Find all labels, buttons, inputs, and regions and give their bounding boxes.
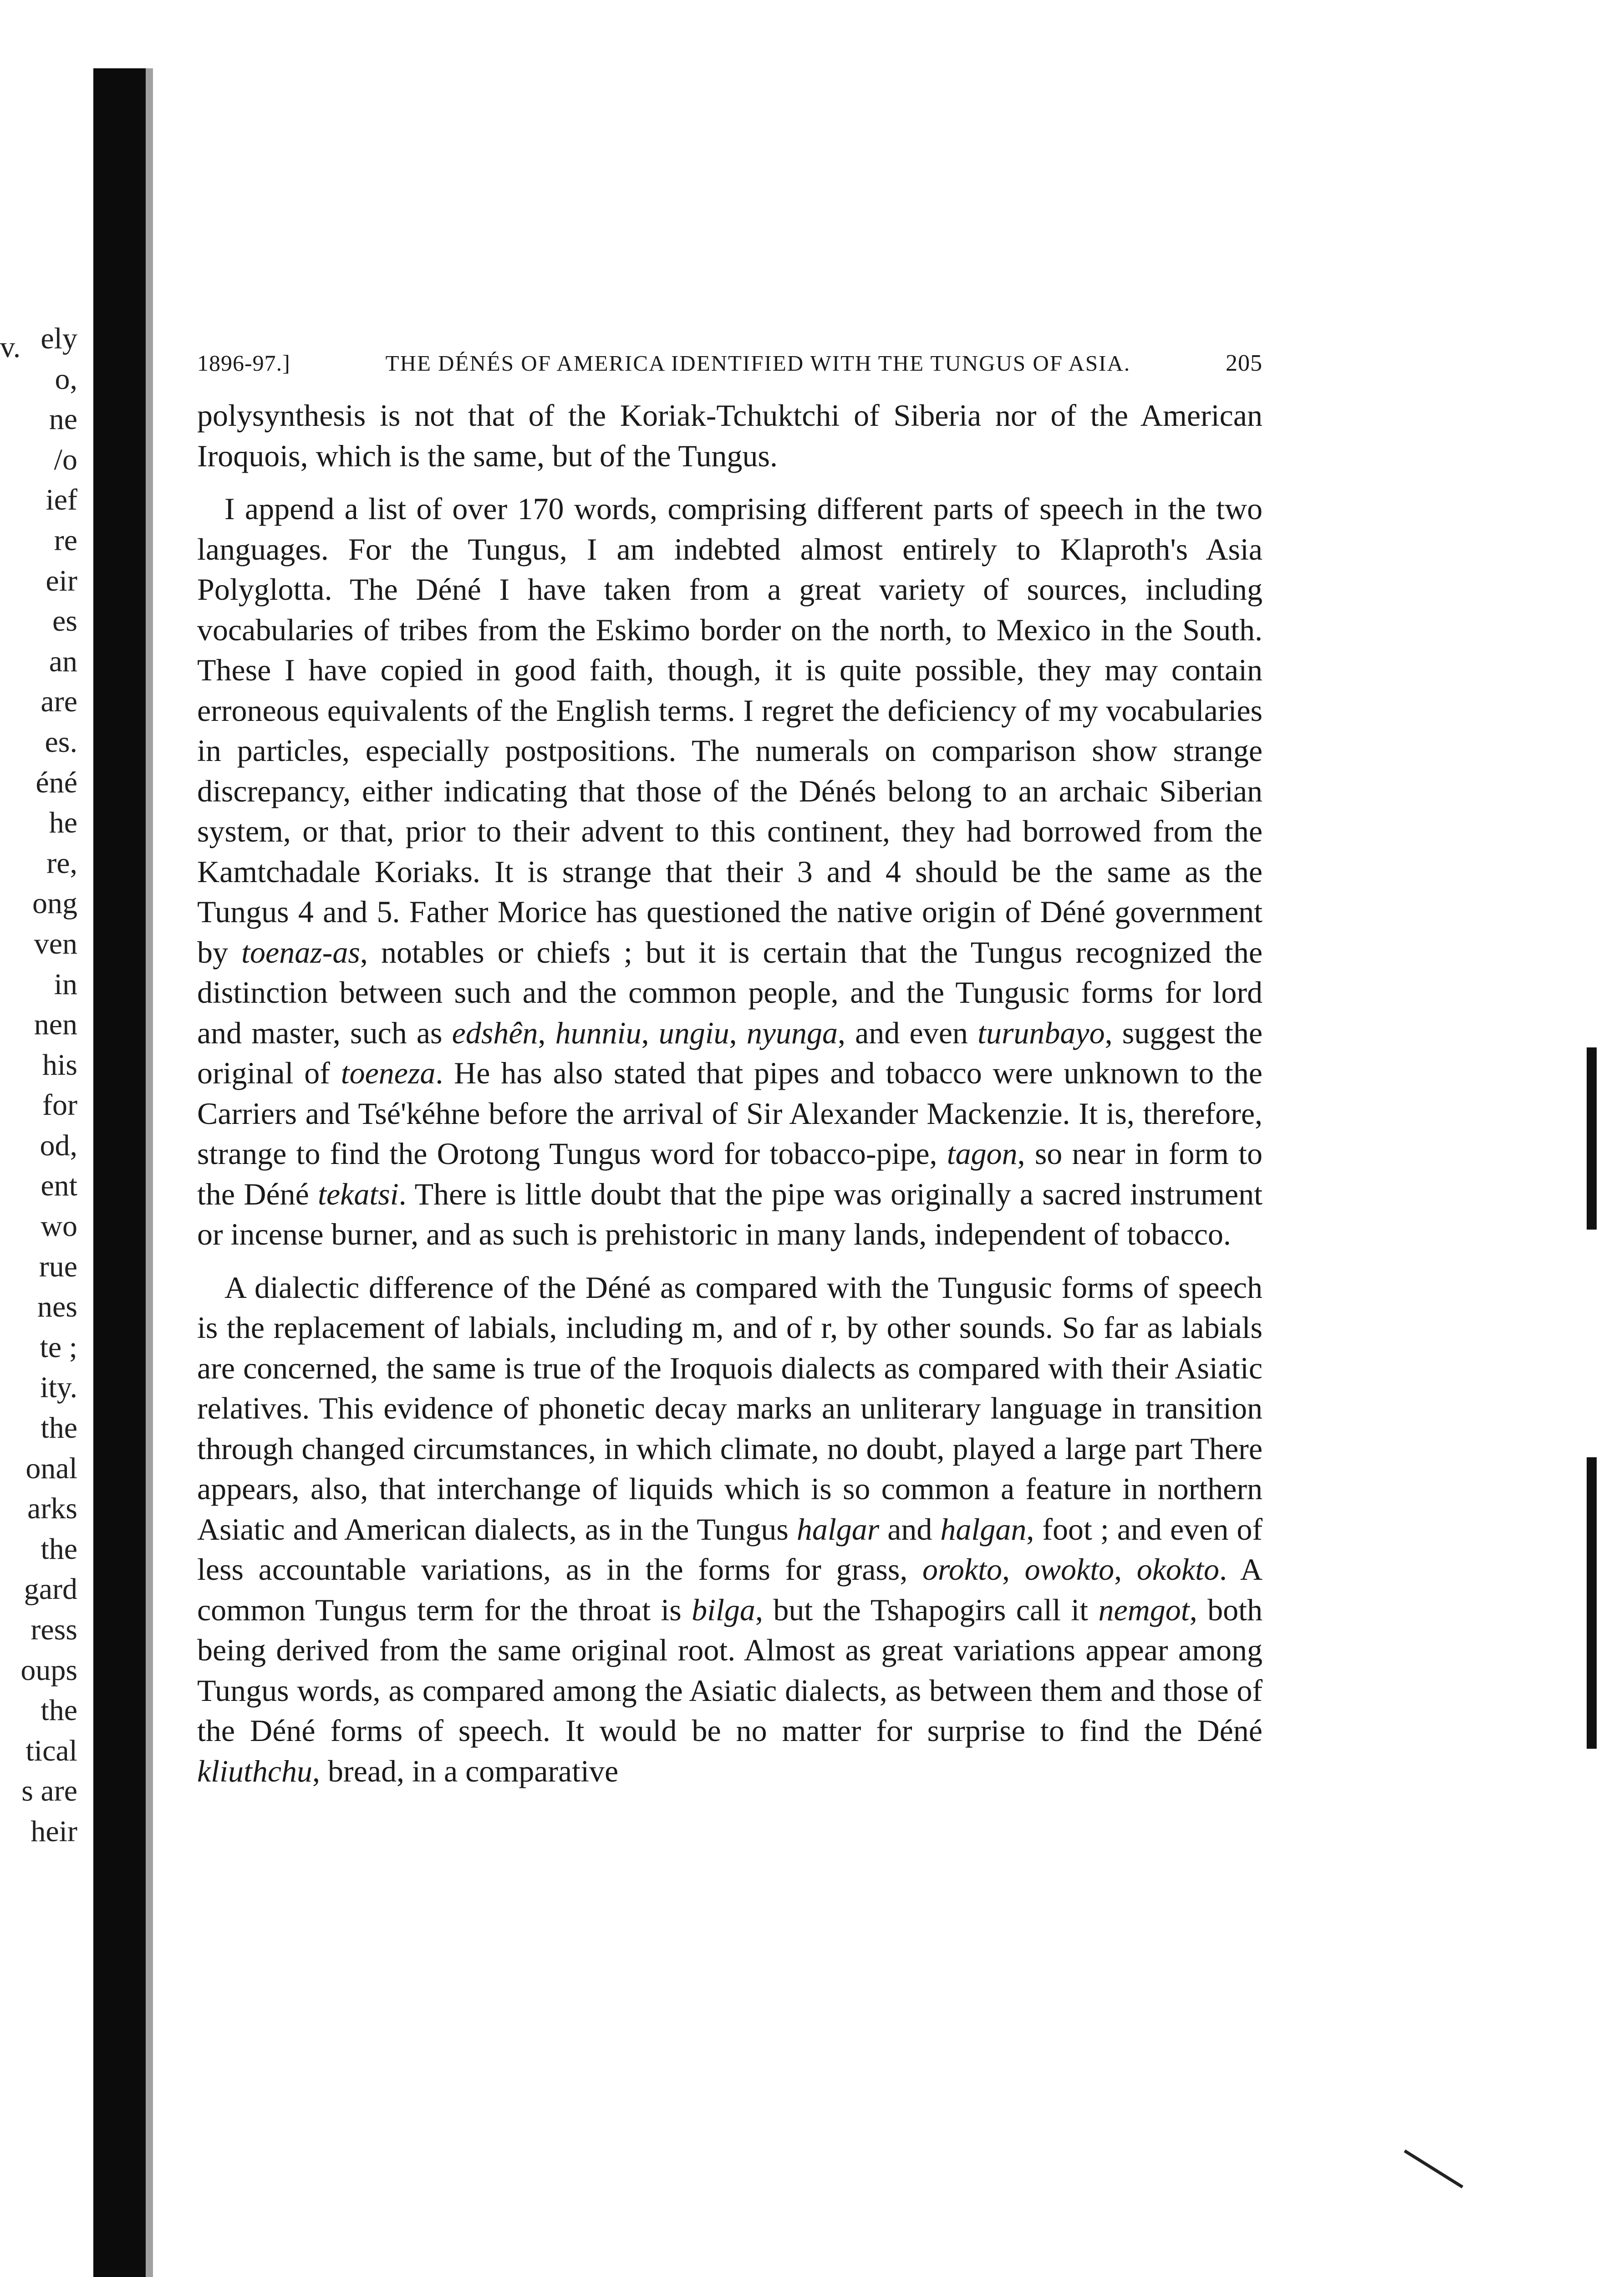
text-run: , — [641, 1015, 659, 1050]
text-run: I append a list of over 170 words, comprising different parts of speech in the two languages. For the Tungus, I am indebted almost entirely to Klaproth's Asia Polyglotta. The Déné I have taken from a great variety of sources, including vocabularies of tribes from the Eskimo border on the north, to Mexico in the South. These I have copied in good faith, though, it is quite possible, they may contain erroneous equivalents of the English terms. I regret the deficiency of my vocabularies in particles, especially postpositions. The numerals on comparison show strange discrepancy, either indicating that those of the Dénés belong to an archaic Siberian system, or that, prior to their advent to this continent, they had borrowed from the Kamtchadale Koriaks. It is strange that their 3 and 4 should be the same as the Tungus 4 and 5. Father Morice has questioned the native origin of Déné government by — [197, 491, 1263, 970]
left-margin-fragment: onal — [25, 1451, 77, 1485]
left-margin-fragment: nes — [37, 1290, 77, 1324]
text-run: , and even — [838, 1015, 978, 1050]
text-run: . There is little doubt that the pipe was originally a sacred instrument or incense burner, and as such is prehistoric in many lands, independent of tobacco. — [197, 1176, 1263, 1251]
left-margin-fragment: ress — [31, 1613, 77, 1646]
left-margin-fragment: the — [41, 1411, 77, 1445]
left-margin-fragment: are — [41, 685, 77, 719]
left-margin-fragment: ief — [46, 483, 77, 517]
italic-term: edshên — [452, 1015, 538, 1050]
running-head — [197, 350, 1263, 382]
text-run: and — [879, 1511, 941, 1547]
italic-term: turunbayo — [977, 1015, 1105, 1050]
text-run: polysynthesis is not that of the Koriak-Tchuktchi of Siberia nor of the American Iroquois, which is the same, but of the Tungus. — [197, 398, 1263, 473]
left-margin-fragment: the — [41, 1532, 77, 1566]
left-margin-fragment: in — [54, 967, 77, 1001]
page-number: 205 — [1226, 350, 1263, 376]
italic-term: okokto — [1136, 1552, 1220, 1587]
italic-term: owokto — [1024, 1552, 1115, 1587]
left-margin-fragment: ent — [41, 1169, 77, 1203]
paragraph-1 — [197, 395, 1263, 476]
left-margin-fragment: his — [42, 1048, 77, 1082]
italic-term: kliuthchu — [197, 1753, 313, 1788]
italic-term: ungiu — [658, 1015, 729, 1050]
left-margin-fragments — [0, 319, 77, 1852]
text-run: , but the Tshapogirs call it — [755, 1592, 1099, 1627]
paragraph-2 — [197, 489, 1263, 1255]
italic-term: tekatsi — [318, 1176, 399, 1211]
left-margin-fragment: ely — [41, 322, 77, 355]
left-margin-fragment: he — [49, 806, 77, 840]
text-run: , foot ; and even of less accountable variations, as in the forms for grass, — [197, 1511, 1263, 1587]
left-margin-fragment: heir — [31, 1814, 77, 1848]
left-margin-stray-letter: v. — [0, 331, 21, 364]
pencil-stroke-mark — [1385, 2149, 1463, 2219]
paragraph-3 — [197, 1267, 1263, 1792]
left-margin-fragment: tical — [25, 1734, 77, 1767]
left-margin-fragment: re, — [46, 846, 77, 880]
running-head-title: THE DÉNÉS OF AMERICA IDENTIFIED WITH THE TUNGUS OF ASIA. — [385, 351, 1131, 376]
text-run: , so near in form to the Déné — [197, 1136, 1263, 1211]
body-text — [197, 395, 1263, 1804]
text-run: , — [1002, 1552, 1025, 1587]
left-margin-fragment: an — [49, 644, 77, 678]
left-margin-fragment: ong — [32, 887, 77, 920]
running-head-date: 1896-97.] — [197, 350, 290, 376]
text-run: , bread, in a comparative — [312, 1753, 619, 1788]
text-run: , — [538, 1015, 555, 1050]
left-margin-fragment: arks — [27, 1492, 77, 1526]
text-run: , notables or chiefs ; but it is certain that the Tungus recognized the distinction between such and the common people, and the Tungusic forms for lord and master, such as — [197, 934, 1263, 1050]
left-margin-fragment: wo — [41, 1210, 77, 1243]
italic-term: orokto — [922, 1552, 1002, 1587]
text-run: A dialectic difference of the Déné as compared with the Tungusic forms of speech is the replacement of labials, including m, and of r, by other sounds. So far as labials are concerned, the same is true of the Iroquois dialects as compared with their Asiatic relatives. This evidence of phonetic decay marks an unliterary language in transition through changed circumstances, in which climate, no doubt, played a large part There appears, also, that interchange of liquids which is so common a feature in northern Asiatic and American dialects, as in the Tungus — [197, 1270, 1263, 1547]
italic-term: halgar — [796, 1511, 880, 1547]
left-margin-fragment: od, — [40, 1128, 77, 1162]
left-margin-fragment: re — [54, 523, 77, 557]
text-run: . He has also stated that pipes and tobacco were unknown to the Carriers and Tsé'kéhne before the arrival of Sir Alexander Mackenzie. It is, therefore, strange to find the Orotong Tungus word for tobacco-pipe, — [197, 1056, 1263, 1171]
italic-term: toenaz-as — [241, 934, 360, 970]
binding-gutter-shadow — [93, 68, 146, 2277]
text-run: , suggest the original of — [197, 1015, 1263, 1090]
left-margin-fragment: es — [52, 604, 77, 638]
text-run: . A common Tungus term for the throat is — [197, 1552, 1263, 1627]
left-margin-fragment: /o — [54, 443, 77, 476]
left-margin-fragment: o, — [55, 362, 77, 396]
italic-term: nemgot — [1098, 1592, 1190, 1627]
text-run: , both being derived from the same original root. Almost as great variations appear among Tungus words, as compared among the Asiatic dialects, as between them and those of the Déné forms of speech. It would be no matter for surprise to find the Déné — [197, 1592, 1263, 1748]
left-margin-fragment: te ; — [40, 1330, 77, 1364]
left-margin-fragment: nen — [34, 1008, 77, 1041]
italic-term: bilga — [692, 1592, 755, 1627]
text-run: , — [1114, 1552, 1137, 1587]
left-margin-fragment: es. — [45, 725, 77, 759]
left-margin-fragment: the — [41, 1694, 77, 1727]
left-margin-fragment: ity. — [40, 1371, 77, 1404]
text-run: , — [729, 1015, 747, 1050]
left-margin-fragment: s are — [21, 1774, 77, 1808]
italic-term: nyunga — [746, 1015, 838, 1050]
left-margin-fragment: ven — [34, 927, 77, 960]
italic-term: tagon — [947, 1136, 1018, 1171]
left-margin-fragment: for — [42, 1088, 77, 1122]
left-margin-fragment: éné — [36, 766, 77, 799]
italic-term: halgan — [940, 1511, 1027, 1547]
right-edge-scan-marks — [1569, 1047, 1597, 1822]
left-margin-fragment: gard — [24, 1572, 77, 1606]
left-margin-fragment: ne — [49, 403, 77, 436]
left-margin-fragment: eir — [46, 564, 77, 597]
italic-term: hunniu — [555, 1015, 641, 1050]
left-margin-fragment: oups — [20, 1653, 77, 1687]
left-margin-fragment: rue — [39, 1250, 77, 1283]
italic-term: toeneza — [341, 1056, 436, 1090]
